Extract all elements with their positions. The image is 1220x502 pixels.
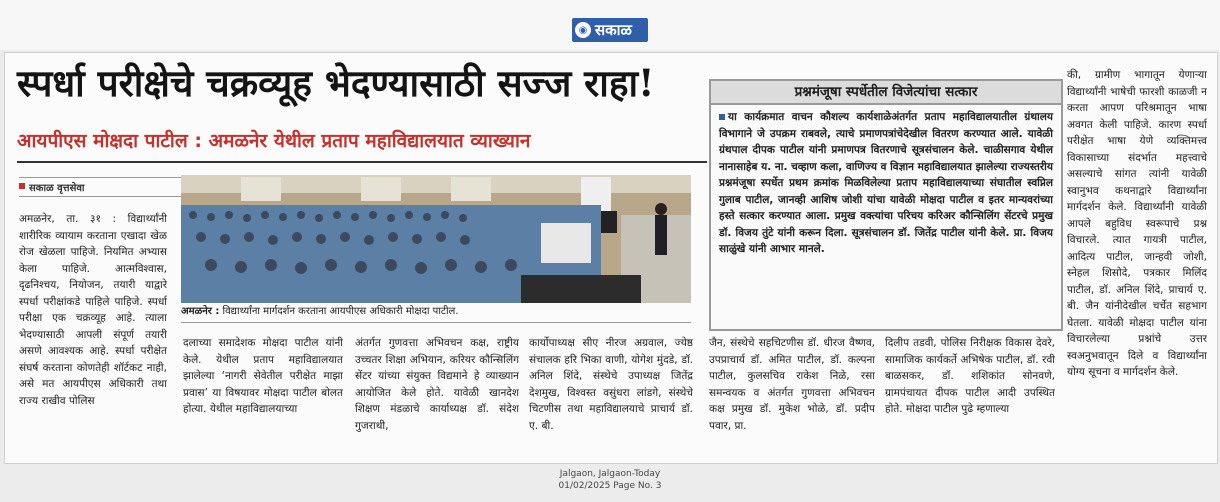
logo-text: सकाळ	[595, 21, 632, 39]
masthead	[0, 0, 1220, 50]
page-footer	[0, 468, 1220, 492]
sidebar-box	[709, 79, 1063, 331]
article-column-4	[529, 335, 693, 455]
headline-divider	[17, 161, 707, 163]
auditorium-photo-illustration	[181, 175, 691, 303]
logo-emblem-icon: ◉	[575, 22, 591, 38]
article-column-3	[355, 335, 519, 455]
article-column-5	[709, 335, 875, 455]
article-column-7	[1067, 67, 1207, 455]
event-photo	[181, 175, 691, 303]
article-text: जैन, संस्थेचे सहचिटणीस डॉ. धीरज वैष्णव, उपप्राचार्य डॉ. अमित पाटील, डॉ. कल्पना पाटील, कुलसचिव राकेश निळे, रसा समन्वयक व अंतर्गत गुणवत्ता अभिवचन कक्ष प्रमुख डॉ. मुकेश भोळे, डॉ. प्रदीप पवार, प्रा.	[709, 337, 875, 432]
newspaper-clipping	[4, 52, 1218, 464]
article-column-1	[19, 211, 167, 451]
byline: सकाळ वृत्तसेवा	[19, 177, 189, 197]
article-text: अंतर्गत गुणवत्ता अभिवचन कक्ष, राष्ट्रीय उच्चतर शिक्षा अभियान, करियर कौन्सिलिंग सेंटर यांच्या संयुक्त विद्यमाने हे व्याख्यान आयोजित केले होते. यावेळी खानदेश शिक्षण मंडळाचे कार्याध्यक्ष डॉ. संदेश गुजराथी,	[355, 337, 519, 432]
article-column-2	[183, 335, 343, 455]
caption-text: विद्यार्थ्यांना मार्गदर्शन करताना आयपीएस अधिकारी मोक्षदा पाटील.	[222, 306, 459, 317]
photo-caption	[181, 305, 691, 323]
article-text: दिलीप तडवी, पोलिस निरीक्षक विकास देवरे, सामाजिक कार्यकर्ते अभिषेक पाटील, डॉ. रवी बाळसकर, डॉ. शशिकांत सोनवणे, ग्रामपंचायत दीपक पाटील आदी उपस्थित होते. मोक्षदा पाटील पुढे म्हणाल्या	[885, 337, 1055, 415]
date-page-label: 01/02/2025 Page No. 3	[558, 481, 662, 491]
sidebar-text: या कार्यक्रमात वाचन कौशल्य कार्यशाळेअंतर्गत प्रताप महाविद्यालयातील ग्रंथालय विभागाने जे उपक्रम राबवले, त्याचे प्रमाणपत्रांचेदेखील वितरण करण्यात आले. यावेळी ग्रंथपाल दीपक पाटील यांनी प्रमाणपत्र वितरणाचे सूत्रसंचालन केले. चाळीसगाव येथील नानासाहेब य. ना. चव्हाण कला, वाणिज्य व विज्ञान महाविद्यालयात झालेल्या राज्यस्तरीय प्रश्नमंजूषा स्पर्धेत प्रथम क्रमांक मिळविलेल्या प्रताप महाविद्यालयाच्या संघातील स्वप्निल गुलाब पाटील, जानव्ही आशिष जोशी यांचा यावेळी मोक्षदा पाटील व इतर मान्यवरांच्या हस्ते सत्कार करण्यात आला. प्रमुख वक्त्यांचा परिचय करिअर कौन्सिलिंग सेंटरचे प्रमुख डॉ. विजय तुंटे यांनी करून दिला. सूत्रसंचालन डॉ. जितेंद्र पाटील यांनी केले. प्रा. विजय साळुंखे यांनी आभार मानले.	[719, 111, 1053, 255]
article-text: कार्योपाध्यक्ष सीए नीरज अग्रवाल, ज्येष्ठ संचालक हरि भिका वाणी, योगेश मुंदडे, डॉ. अनिल शिंदे, संस्थेचे उपाध्यक्ष जितेंद्र देशमुख, विश्‍वस्त वसुंधरा लांडगे, संस्थेचे चिटणीस तथा महाविद्यालयाचे प्राचार्य डॉ. ए. बी.	[529, 337, 693, 432]
article-subhead: आयपीएस मोक्षदा पाटील : अमळनेर येथील प्रताप महाविद्यालयात व्याख्यान	[17, 130, 531, 152]
article-text: अमळनेर, ता. ३१ : विद्यार्थ्यांनी शारीरिक व्यायाम करताना एखादा खेळ रोज खेळला पाहिजे. नियमित अभ्यास केला पाहिजे. आत्मविश्‍वास, दृढनिश्‍चय, नियोजन, तयारी याद्वारे स्पर्धा परीक्षांकडे पाहिले पाहिजे. स्पर्धा परीक्षा एक चक्रव्यूह आहे. त्याला भेदण्यासाठी आपली संपूर्ण तयारी असणे आवश्यक आहे. स्पर्धा परीक्षेत संघर्ष करताना कोणतेही शॉर्टकट नाही, असे मत आयपीएस अधिकारी तथा राज्य राखीव पोलिस	[19, 213, 167, 407]
caption-place: अमळनेर :	[181, 306, 220, 317]
edition-label: Jalgaon, Jalgaon-Today	[559, 469, 661, 479]
article-headline: स्पर्धा परीक्षेचे चक्रव्यूह भेदण्यासाठी सज्ज राहा!	[17, 61, 655, 105]
article-text: दलाच्या समादेशक मोक्षदा पाटील यांनी केले. येथील प्रताप महाविद्यालयात झालेल्या ‘नागरी सेवेतील परीक्षेत माझा प्रवास’ या विषयावर मोक्षदा पाटील बोलत होत्या. येथील महाविद्यालयाच्या	[183, 337, 343, 415]
sidebar-title: प्रश्नमंजूषा स्पर्धेतील विजेत्यांचा सत्कार	[711, 81, 1061, 105]
article-column-6	[885, 335, 1055, 455]
article-text: की, ग्रामीण भागातून येणाऱ्या विद्यार्थ्यांनी भाषेची फारशी काळजी न करता आपण परिश्रमातून भाषा अवगत केली पाहिजे. कारण स्पर्धा परीक्षेत भाषा येणे व्यक्तिमत्त्व विकासाच्या संदर्भात महत्त्वाचे असल्याचे सांगत त्यांनी यावेळी स्वानुभव कथनाद्वारे विद्यार्थ्यांना मार्गदर्शन केले. विद्यार्थ्यांनी यावेळी आपले बहुविध स्वरूपाचे प्रश्न विचारले. त्यात गायत्री पाटील, आदित्य पाटील, जान्हवी जोशी, स्नेहल शिसोदे, पत्रकार मिलिंद पाटील, डॉ. अनिल शिंदे, प्राचार्य ए. बी. जैन यांनीदेखील चर्चेत सहभाग घेतला. यावेळी मोक्षदा पाटील यांना विचारलेल्या प्रश्नांचे उत्तर स्वअनुभवातून दिले व विद्यार्थ्यांना योग्य सूचना व मार्गदर्शन केले.	[1067, 69, 1207, 378]
sidebar-body	[711, 105, 1061, 258]
sakal-logo	[572, 18, 648, 42]
bullet-icon	[719, 114, 725, 120]
